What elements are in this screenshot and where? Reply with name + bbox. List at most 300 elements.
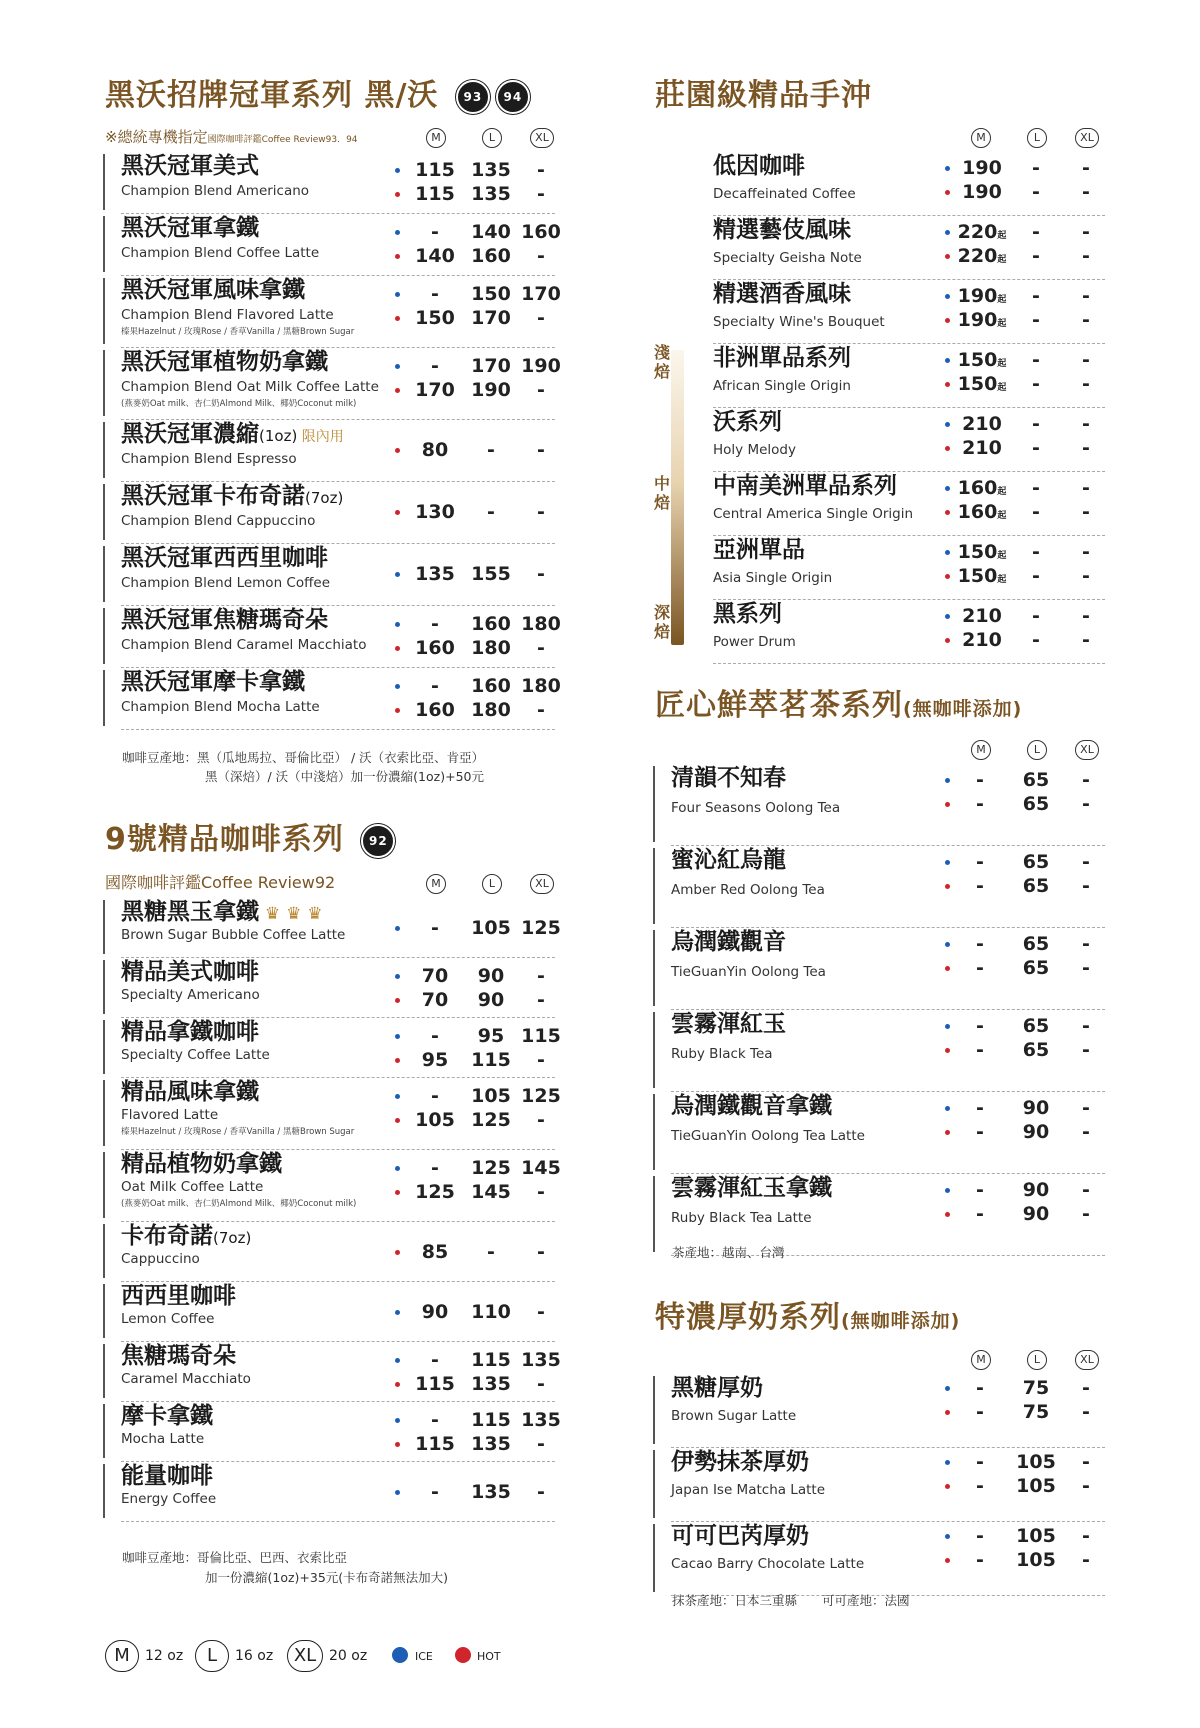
hot-dot-icon bbox=[945, 574, 950, 579]
item-flavor-options: (燕麥奶Oat milk、杏仁奶Almond Milk、椰奶Coconut milk) bbox=[121, 399, 357, 409]
item-english-name: Champion Blend Caramel Macchiato bbox=[121, 637, 367, 653]
price-m: - bbox=[976, 1097, 984, 1119]
ice-price-row bbox=[655, 768, 1105, 792]
price-l: 145 bbox=[471, 1181, 511, 1203]
ice-dot-icon bbox=[395, 1094, 400, 1099]
price-xl: - bbox=[1082, 1179, 1090, 1201]
ice-price-row bbox=[105, 674, 561, 698]
hot-price-row bbox=[105, 306, 555, 330]
price-xl: - bbox=[537, 965, 545, 987]
price-l: 105 bbox=[1016, 1475, 1056, 1497]
price-m: - bbox=[976, 1525, 984, 1547]
price-xl: - bbox=[1082, 1015, 1090, 1037]
hot-price-row bbox=[655, 244, 1105, 268]
price-xl: - bbox=[1082, 875, 1090, 897]
size-l-circle: L bbox=[1027, 1350, 1047, 1370]
price-from-note: 起 bbox=[997, 551, 1007, 561]
price-xl: - bbox=[1082, 245, 1090, 267]
item-english-name: Champion Blend Americano bbox=[121, 183, 310, 199]
item-name-text: 精品拿鐵咖啡 bbox=[121, 1019, 259, 1045]
item-name-text: 中南美洲單品系列 bbox=[713, 473, 897, 499]
price-m: - bbox=[431, 917, 439, 939]
hot-dot-icon bbox=[395, 646, 400, 651]
price-m: 140 bbox=[415, 245, 455, 267]
size-xl-circle: XL bbox=[530, 874, 554, 894]
item-name-text: 雲霧渾紅玉 bbox=[671, 1011, 786, 1037]
item-name-text: 烏潤鐵觀音 bbox=[671, 929, 786, 955]
price-m: 160 bbox=[415, 637, 455, 659]
hot-price-row bbox=[655, 308, 1105, 332]
ice-price-row bbox=[655, 476, 1105, 500]
ice-dot-icon bbox=[395, 926, 400, 931]
ice-price-row bbox=[105, 1348, 561, 1372]
ice-price-row bbox=[655, 540, 1105, 564]
price-xl: - bbox=[537, 1433, 545, 1455]
price-xl: - bbox=[1082, 437, 1090, 459]
price-xl: - bbox=[537, 1481, 545, 1503]
item-name-text: 可可巴芮厚奶 bbox=[671, 1523, 809, 1549]
item-english-name: Asia Single Origin bbox=[713, 570, 833, 586]
menu-item bbox=[105, 606, 561, 668]
hot-price-row bbox=[105, 244, 555, 268]
hot-dot-icon bbox=[945, 638, 950, 643]
ice-dot-icon bbox=[395, 1166, 400, 1171]
hot-dot-icon bbox=[395, 510, 400, 515]
menu-item bbox=[655, 600, 1105, 664]
item-size-note: (1oz) bbox=[259, 427, 298, 445]
price-l: - bbox=[1032, 541, 1040, 563]
ice-dot-icon bbox=[395, 1418, 400, 1423]
price-m: - bbox=[976, 1203, 984, 1225]
price-m: 150 bbox=[415, 307, 455, 329]
item-name-text: 精選酒香風味 bbox=[713, 281, 851, 307]
price-l: 135 bbox=[471, 1433, 511, 1455]
item-divider bbox=[121, 729, 555, 730]
item-english-name: Caramel Macchiato bbox=[121, 1371, 251, 1387]
price-from-note: 起 bbox=[997, 383, 1007, 393]
ice-dot-icon bbox=[945, 1534, 950, 1539]
hot-dot-icon bbox=[945, 1410, 950, 1415]
price-from-note: 起 bbox=[997, 487, 1007, 497]
ice-price-row bbox=[655, 284, 1105, 308]
ice-dot-icon bbox=[945, 486, 950, 491]
hot-price-row bbox=[655, 874, 1105, 898]
ice-price-row bbox=[105, 1408, 561, 1432]
ice-price-row bbox=[105, 1024, 561, 1048]
price-m: - bbox=[976, 875, 984, 897]
item-name-text: 黑沃冠軍濃縮 bbox=[121, 421, 259, 447]
milk-title: 特濃厚奶系列(無咖啡添加) bbox=[655, 1300, 961, 1335]
ice-dot-icon bbox=[945, 614, 950, 619]
price-xl: - bbox=[537, 439, 545, 461]
size-l-circle: L bbox=[1027, 128, 1047, 148]
price-m: 210 bbox=[962, 605, 1002, 627]
item-english-name: Champion Blend Mocha Latte bbox=[121, 699, 320, 715]
hot-price-row bbox=[105, 500, 555, 524]
price-l: 105 bbox=[1016, 1549, 1056, 1571]
menu-item bbox=[105, 482, 555, 544]
ice-price-row bbox=[655, 1450, 1105, 1474]
hot-dot-icon bbox=[945, 802, 950, 807]
price-xl: - bbox=[537, 1049, 545, 1071]
menu-item bbox=[105, 214, 561, 276]
price-m: - bbox=[976, 769, 984, 791]
price-l: 115 bbox=[471, 1409, 511, 1431]
price-xl: - bbox=[537, 637, 545, 659]
hot-dot-icon bbox=[395, 192, 400, 197]
price-xl: 180 bbox=[521, 613, 561, 635]
ice-price-row bbox=[105, 1084, 561, 1108]
price-m: - bbox=[431, 1025, 439, 1047]
ice-dot-icon bbox=[395, 1034, 400, 1039]
price-m: - bbox=[431, 1349, 439, 1371]
hot-price-row bbox=[105, 1372, 555, 1396]
price-l: - bbox=[1032, 285, 1040, 307]
price-m: - bbox=[976, 1039, 984, 1061]
price-m: 220起 bbox=[957, 221, 1007, 243]
menu-item bbox=[655, 216, 1105, 280]
price-m: 190 bbox=[962, 181, 1002, 203]
ice-price-row bbox=[655, 1376, 1105, 1400]
price-m: - bbox=[976, 1475, 984, 1497]
size-m-circle: M bbox=[971, 740, 991, 760]
price-xl: 180 bbox=[521, 675, 561, 697]
price-xl: 125 bbox=[521, 1085, 561, 1107]
price-xl: - bbox=[537, 501, 545, 523]
menu-item bbox=[105, 668, 561, 730]
item-english-name: African Single Origin bbox=[713, 378, 851, 394]
size-m-circle: M bbox=[971, 128, 991, 148]
item-name-text: 烏潤鐵觀音拿鐵 bbox=[671, 1093, 832, 1119]
price-m: 160起 bbox=[957, 477, 1007, 499]
price-l: - bbox=[487, 501, 495, 523]
ice-dot-icon bbox=[395, 684, 400, 689]
ice-dot-icon bbox=[945, 358, 950, 363]
item-name-text: 黑沃冠軍拿鐵 bbox=[121, 215, 259, 241]
menu-item bbox=[655, 846, 1105, 928]
ice-dot-icon bbox=[945, 550, 950, 555]
price-xl: - bbox=[1082, 1451, 1090, 1473]
price-m: 70 bbox=[421, 965, 449, 987]
ice-price-row bbox=[105, 1156, 561, 1180]
price-l: 75 bbox=[1022, 1401, 1050, 1423]
hot-dot-icon bbox=[395, 254, 400, 259]
price-xl: - bbox=[1082, 629, 1090, 651]
menu-item bbox=[105, 348, 561, 420]
item-english-name: Mocha Latte bbox=[121, 1431, 205, 1447]
hot-price-row bbox=[105, 438, 555, 462]
hot-price-row bbox=[655, 1202, 1105, 1226]
ice-dot-icon bbox=[395, 292, 400, 297]
price-l: 95 bbox=[477, 1025, 505, 1047]
size-xl-circle: XL bbox=[530, 128, 554, 148]
price-l: - bbox=[1032, 501, 1040, 523]
size-xl-circle: XL bbox=[1075, 740, 1099, 760]
ice-dot-icon bbox=[945, 230, 950, 235]
legend-xl-circle: XL bbox=[287, 1640, 323, 1672]
price-l: 65 bbox=[1022, 851, 1050, 873]
price-m: 190起 bbox=[957, 285, 1007, 307]
price-l: 180 bbox=[471, 637, 511, 659]
ice-dot-icon bbox=[945, 294, 950, 299]
price-xl: - bbox=[1082, 1549, 1090, 1571]
ice-dot-icon bbox=[395, 364, 400, 369]
hot-price-row bbox=[105, 1432, 555, 1456]
price-xl: - bbox=[1082, 1475, 1090, 1497]
menu-item bbox=[655, 280, 1105, 344]
price-m: 170 bbox=[415, 379, 455, 401]
price-xl: - bbox=[537, 379, 545, 401]
hot-dot-icon bbox=[945, 1048, 950, 1053]
item-name-text: 黑沃冠軍風味拿鐵 bbox=[121, 277, 305, 303]
price-xl: - bbox=[1082, 957, 1090, 979]
champion-size-header bbox=[105, 128, 565, 148]
item-english-name: Four Seasons Oolong Tea bbox=[671, 800, 841, 816]
ice-price-row bbox=[105, 220, 561, 244]
price-l: 105 bbox=[471, 917, 511, 939]
menu-item bbox=[105, 420, 555, 482]
hot-price-row bbox=[655, 628, 1105, 652]
price-m: - bbox=[976, 1377, 984, 1399]
menu-item bbox=[655, 344, 1105, 408]
price-xl: 135 bbox=[521, 1409, 561, 1431]
price-l: - bbox=[1032, 373, 1040, 395]
price-xl: - bbox=[537, 989, 545, 1011]
no9-size-header bbox=[105, 874, 565, 894]
ice-dot-icon bbox=[395, 168, 400, 173]
price-m: - bbox=[976, 957, 984, 979]
price-l: 160 bbox=[471, 245, 511, 267]
price-l: 90 bbox=[1022, 1121, 1050, 1143]
price-m: 190起 bbox=[957, 309, 1007, 331]
price-from-note: 起 bbox=[997, 255, 1007, 265]
price-m: - bbox=[976, 933, 984, 955]
price-m: 70 bbox=[421, 989, 449, 1011]
price-l: 180 bbox=[471, 699, 511, 721]
price-xl: - bbox=[537, 1301, 545, 1323]
ice-dot-icon bbox=[945, 1106, 950, 1111]
price-l: - bbox=[487, 1241, 495, 1263]
item-name-text: 黑沃冠軍美式 bbox=[121, 153, 259, 179]
price-xl: - bbox=[537, 159, 545, 181]
price-m: 150起 bbox=[957, 565, 1007, 587]
price-xl: - bbox=[1082, 793, 1090, 815]
no9-footnote-2: 加一份濃縮(1oz)+35元(卡布奇諾無法加大) bbox=[205, 1570, 449, 1585]
ice-price-row bbox=[655, 1524, 1105, 1548]
price-from-note: 起 bbox=[997, 295, 1007, 305]
price-xl: 125 bbox=[521, 917, 561, 939]
hot-dot-icon bbox=[945, 510, 950, 515]
price-m: 160 bbox=[415, 699, 455, 721]
ice-price-row bbox=[655, 604, 1105, 628]
item-size-note: (7oz) bbox=[213, 1229, 252, 1247]
hot-price-row bbox=[655, 1120, 1105, 1144]
ice-price-row bbox=[655, 348, 1105, 372]
ice-price-row bbox=[655, 1096, 1105, 1120]
price-l: 90 bbox=[1022, 1203, 1050, 1225]
item-name-text: 沃系列 bbox=[713, 409, 782, 435]
item-name-text: 能量咖啡 bbox=[121, 1463, 213, 1489]
price-xl: - bbox=[537, 307, 545, 329]
price-l: - bbox=[1032, 157, 1040, 179]
item-flavor-options: 榛果Hazelnut / 玫瑰Rose / 香草Vanilla / 黑糖Brown Sugar bbox=[121, 327, 355, 337]
price-m: 80 bbox=[421, 439, 449, 461]
no9-subtitle: 國際咖啡評鑑Coffee Review92 bbox=[105, 873, 336, 892]
menu-item bbox=[105, 1462, 555, 1522]
price-xl: - bbox=[537, 1181, 545, 1203]
price-l: - bbox=[1032, 565, 1040, 587]
price-m: 210 bbox=[962, 437, 1002, 459]
item-english-name: Champion Blend Espresso bbox=[121, 451, 297, 467]
ice-dot-icon bbox=[945, 166, 950, 171]
price-m: - bbox=[431, 221, 439, 243]
hot-price-row bbox=[655, 1548, 1105, 1572]
item-name-text: 焦糖瑪奇朵 bbox=[121, 1343, 236, 1369]
price-from-note: 起 bbox=[997, 319, 1007, 329]
no9-title: 9號精品咖啡系列 92 bbox=[105, 822, 395, 858]
price-l: 65 bbox=[1022, 1015, 1050, 1037]
menu-item bbox=[105, 1078, 561, 1150]
price-m: - bbox=[976, 1451, 984, 1473]
item-name-text: 黑系列 bbox=[713, 601, 782, 627]
ice-dot-icon bbox=[395, 1358, 400, 1363]
price-l: 160 bbox=[471, 613, 511, 635]
tea-title: 匠心鮮萃茗茶系列(無咖啡添加) bbox=[655, 688, 1023, 723]
item-name-text: 伊勢抹茶厚奶 bbox=[671, 1449, 809, 1475]
price-xl: - bbox=[1082, 1203, 1090, 1225]
price-xl: - bbox=[537, 563, 545, 585]
price-l: 65 bbox=[1022, 769, 1050, 791]
item-name-text: 摩卡拿鐵 bbox=[121, 1403, 213, 1429]
hot-price-row bbox=[655, 956, 1105, 980]
hot-dot-icon bbox=[945, 254, 950, 259]
champion-title: 黑沃招牌冠軍系列 黑/沃 93 94 bbox=[105, 78, 530, 114]
price-m: - bbox=[976, 851, 984, 873]
price-l: 140 bbox=[471, 221, 511, 243]
ice-price-row bbox=[655, 220, 1105, 244]
price-xl: - bbox=[1082, 769, 1090, 791]
legend-ice-label: ICE bbox=[415, 1650, 433, 1663]
menu-item bbox=[655, 472, 1105, 536]
price-xl: - bbox=[537, 1373, 545, 1395]
item-english-name: Holy Melody bbox=[713, 442, 796, 458]
hot-price-row bbox=[105, 636, 555, 660]
milk-footnote: 抹茶產地：日本三重縣 可可產地：法國 bbox=[672, 1593, 910, 1608]
item-english-name: Oat Milk Coffee Latte bbox=[121, 1179, 264, 1195]
item-english-name: Specialty Wine's Bouquet bbox=[713, 314, 885, 330]
hot-dot-icon bbox=[395, 1442, 400, 1447]
ice-dot-icon bbox=[395, 230, 400, 235]
champion-subtitle: ※總統專機指定國際咖啡評鑑Coffee Review93．94 bbox=[105, 128, 358, 146]
item-english-name: Ruby Black Tea Latte bbox=[671, 1210, 812, 1226]
price-l: - bbox=[1032, 309, 1040, 331]
item-english-name: Brown Sugar Latte bbox=[671, 1408, 797, 1424]
price-m: - bbox=[431, 675, 439, 697]
ice-price-row bbox=[655, 1014, 1105, 1038]
legend-xl-size: 20 oz bbox=[329, 1648, 368, 1664]
item-name-text: 卡布奇諾 bbox=[121, 1223, 213, 1249]
item-name-text: 精品風味拿鐵 bbox=[121, 1079, 259, 1105]
price-xl: 160 bbox=[521, 221, 561, 243]
ice-dot-icon bbox=[395, 1310, 400, 1315]
tea-size-header bbox=[655, 740, 1115, 760]
item-name-text: 精選藝伎風味 bbox=[713, 217, 851, 243]
pourover-title: 莊園級精品手沖 bbox=[655, 78, 872, 113]
item-name-text: 清韻不知春 bbox=[671, 765, 786, 791]
price-l: 65 bbox=[1022, 957, 1050, 979]
price-l: 155 bbox=[471, 563, 511, 585]
price-l: 170 bbox=[471, 307, 511, 329]
price-m: 210 bbox=[962, 629, 1002, 651]
item-name-text: 黑糖黑玉拿鐵 bbox=[121, 899, 259, 925]
price-m: - bbox=[976, 1015, 984, 1037]
price-m: - bbox=[431, 1409, 439, 1431]
ice-dot-icon bbox=[945, 1024, 950, 1029]
champion-footnote-2: 黑（深焙）/ 沃（中淺焙）加一份濃縮(1oz)+50元 bbox=[205, 769, 484, 784]
item-english-name: Amber Red Oolong Tea bbox=[671, 882, 825, 898]
price-m: 85 bbox=[421, 1241, 449, 1263]
menu-item bbox=[105, 1150, 561, 1222]
menu-item bbox=[105, 1342, 561, 1402]
price-from-note: 起 bbox=[997, 511, 1007, 521]
price-m: - bbox=[431, 613, 439, 635]
item-flavor-options: 榛果Hazelnut / 玫瑰Rose / 香草Vanilla / 黑糖Brown Sugar bbox=[121, 1127, 355, 1137]
hot-price-row bbox=[655, 1474, 1105, 1498]
hot-dot-icon bbox=[945, 190, 950, 195]
hot-dot-icon bbox=[945, 1130, 950, 1135]
menu-item bbox=[655, 152, 1105, 216]
hot-dot-icon bbox=[395, 708, 400, 713]
hot-dot-icon bbox=[945, 884, 950, 889]
ice-dot-icon bbox=[945, 422, 950, 427]
price-m: 115 bbox=[415, 1433, 455, 1455]
price-m: 115 bbox=[415, 183, 455, 205]
hot-dot-icon bbox=[395, 316, 400, 321]
price-l: 75 bbox=[1022, 1377, 1050, 1399]
roast-light-label: 淺焙 bbox=[653, 343, 670, 381]
ice-price-row bbox=[105, 612, 561, 636]
item-divider bbox=[121, 1521, 555, 1522]
price-xl: - bbox=[1082, 1401, 1090, 1423]
ice-dot-icon bbox=[392, 1647, 408, 1663]
ice-price-row bbox=[655, 850, 1105, 874]
menu-item bbox=[655, 1522, 1105, 1596]
item-flavor-options: (燕麥奶Oat milk、杏仁奶Almond Milk、椰奶Coconut milk) bbox=[121, 1199, 357, 1209]
item-english-name: Energy Coffee bbox=[121, 1491, 217, 1507]
price-l: 90 bbox=[477, 965, 505, 987]
price-xl: - bbox=[537, 183, 545, 205]
price-l: 65 bbox=[1022, 933, 1050, 955]
price-xl: - bbox=[1082, 541, 1090, 563]
price-l: 150 bbox=[471, 283, 511, 305]
menu-item bbox=[105, 544, 555, 606]
price-xl: - bbox=[1082, 1525, 1090, 1547]
price-l: - bbox=[487, 439, 495, 461]
price-l: 190 bbox=[471, 379, 511, 401]
menu-item bbox=[105, 1018, 561, 1078]
price-m: 150起 bbox=[957, 541, 1007, 563]
price-m: - bbox=[431, 1157, 439, 1179]
ice-price-row bbox=[655, 932, 1105, 956]
size-l-circle: L bbox=[1027, 740, 1047, 760]
menu-item bbox=[105, 1222, 555, 1282]
ice-dot-icon bbox=[395, 1490, 400, 1495]
price-xl: - bbox=[537, 245, 545, 267]
coffee-review-93-badge: 93 bbox=[456, 80, 490, 114]
item-name-text: 西西里咖啡 bbox=[121, 1283, 236, 1309]
roast-dark-label: 深焙 bbox=[653, 603, 670, 641]
price-xl: - bbox=[1082, 181, 1090, 203]
